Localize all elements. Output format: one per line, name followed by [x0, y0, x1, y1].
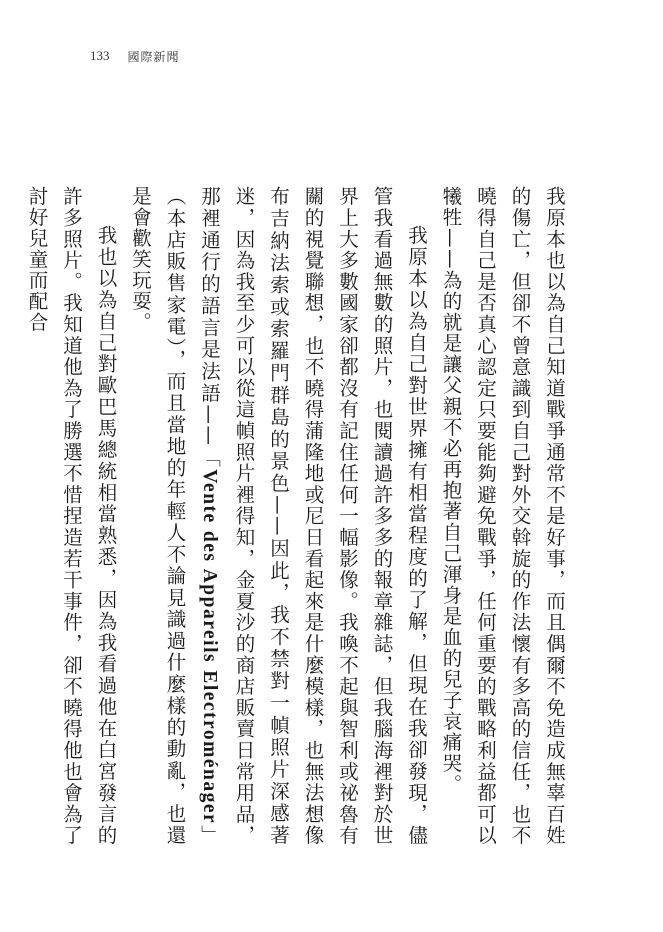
paragraph-2 [123, 186, 434, 846]
page-number: 133 [90, 48, 110, 63]
paragraph-2-text: 我原本以為自己對世界擁有相當程度的了解，但現在我卻發現，儘管我看過無數的照片，也閱讀過許多多的報章雜誌，但我腦海裡對於世界上大多數國家卻都沒有記住任何一幅影像。我喚不起與智利或祕魯有關的視覺聯想，也不曉得蒲隆地或尼日看起來是什麼模樣，也無法想像布吉納法索或索羅門群島的景色——因此，我不禁對一幀照片深感著迷，因為我至少可以從這幀照片裡得知，金夏沙的商店販賣日常用品，那裡通行的語言是法語——「 [198, 186, 428, 846]
paragraph-3-text: 我也以為自己對歐巴馬總統相當熟悉，因為我看過他在白宮發言的許多照片。我知道他為了勝選不惜捏造若干事件，卻不曉得他也會為了討好兒童而配合 [25, 186, 118, 846]
paragraph-2-latin-store-sign: Vente des Appareils Electroménager [199, 469, 220, 825]
running-title: 國際新聞 [127, 50, 180, 64]
paragraph-1-text: 我原本也以為自己知道戰爭通常不是好事，而且偶爾不免造成無辜百姓的傷亡，但卻不曾意識到自己對外交斡旋的作法懷有多高的信任，也不曉得自己是否真心認定只要能夠避免戰爭，任何重要的戰略利益都可以犧牲——為的就是讓父親不必再抱著自己渾身是血的兒子哀痛哭。 [439, 186, 566, 846]
paragraph-3 [19, 186, 123, 846]
page-header [90, 48, 180, 65]
paragraph-1 [433, 186, 571, 846]
vertical-text-body [25, 186, 571, 847]
paragraph-2-text-after: 」（本店販售家電），而且當地的年輕人不論見識過什麼樣的動亂，也還是會歡笑玩耍。 [129, 186, 221, 847]
